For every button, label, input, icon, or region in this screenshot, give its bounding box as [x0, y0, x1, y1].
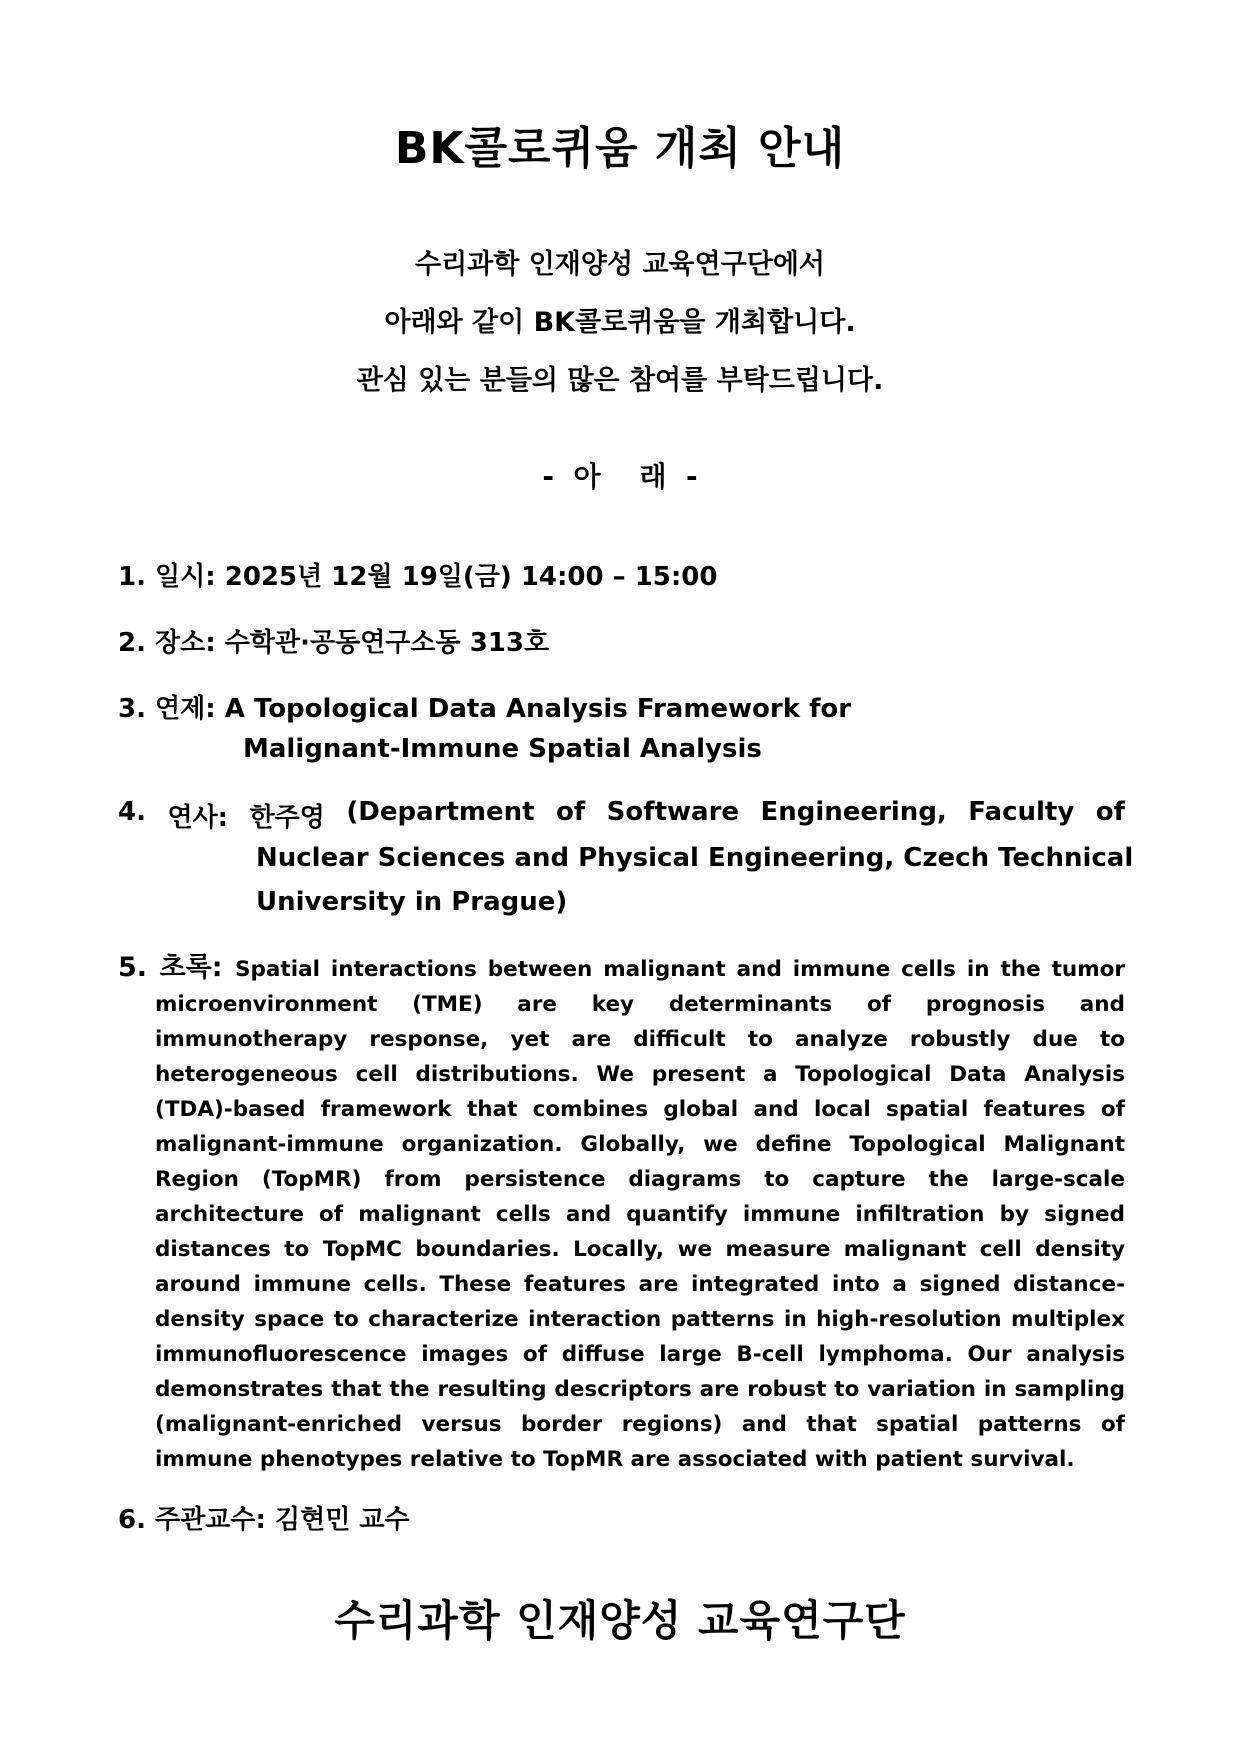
affiliation-word: Engineering, [760, 797, 947, 827]
host-value: 김현민 교수 [274, 1505, 410, 1535]
item-label: 연제: [155, 694, 216, 724]
affiliation-word: Faculty [968, 797, 1075, 827]
notice-title: BK콜로퀴움 개최 안내 [394, 123, 846, 174]
item-venue [118, 622, 549, 659]
abstract-first-line [118, 950, 1125, 987]
venue-value: 수학관·공동연구소동 313호 [224, 628, 550, 658]
item-datetime [118, 556, 717, 593]
abstract-block [118, 950, 1125, 1477]
item-number: 2. [118, 628, 146, 658]
item-number: 5. [118, 952, 148, 983]
item-label: 주관교수: [155, 1505, 266, 1535]
topic-line-1: A Topological Data Analysis Framework for [224, 694, 852, 724]
note-header: - 아 래 - [542, 460, 698, 493]
intro-paragraph [0, 236, 1240, 410]
intro-line: 수리과학 인재양성 교육연구단에서 [414, 249, 826, 280]
affiliation-line-3: University in Prague) [256, 887, 568, 917]
intro-line: 아래와 같이 BK콜로퀴움을 개최합니다. [384, 307, 856, 338]
abstract-text-body: microenvironment (TME) are key determinants of prognosis and immunotherapy response, yet are difficult to analyze robustly due to heterogeneous cell distributions. We present a Topological Data Analysis (TDA)-based framework that combines global and local spatial features of malignant-immune organization. Globally, we define Topological Malignant Region (TopMR) from persistence diagrams to capture the large-scale architecture of malignant cells and quantify immune infiltration by signed distances to TopMC boundaries. Locally, we measure malignant cell density around immune cells. These features are integrated into a signed distance-density space to characterize interaction patterns in high-resolution multiplex immunofluorescence images of diffuse large B-cell lymphoma. Our analysis demonstrates that the resulting descriptors are robust to variation in sampling (malignant-enriched versus border regions) and that spatial patterns of immune phenotypes relative to TopMR are associated with patient survival. [155, 992, 1125, 1472]
speaker-first-line [118, 797, 1125, 834]
item-speaker [118, 797, 1134, 917]
affiliation-word: (Department [346, 797, 535, 827]
item-label: 연사: [167, 803, 229, 833]
speaker-name: 한주영 [249, 803, 325, 833]
affiliation-word: of [556, 797, 586, 827]
topic-line-2: Malignant-Immune Spatial Analysis [243, 734, 762, 764]
item-label: 장소: [155, 628, 216, 658]
item-number: 6. [118, 1505, 146, 1535]
item-host [118, 1499, 410, 1536]
item-label: 일시: [155, 562, 216, 592]
intro-line: 관심 있는 분들의 많은 참여를 부탁드립니다. [356, 365, 884, 396]
affiliation-line-2: Nuclear Sciences and Physical Engineering, Czech Technical [256, 843, 1134, 873]
affiliation-word: Software [606, 797, 740, 827]
item-number: 3. [118, 694, 146, 724]
organization-footer: 수리과학 인재양성 교육연구단 [334, 1596, 906, 1645]
item-label: 초록: [159, 952, 223, 983]
affiliation-word: of [1095, 797, 1125, 827]
abstract-text-first: Spatial interactions between malignant and immune cells in the tumor [235, 957, 1125, 982]
item-number: 1. [118, 562, 146, 592]
datetime-value: 2025년 12월 19일(금) 14:00 – 15:00 [224, 562, 718, 592]
item-topic [118, 688, 852, 764]
item-number: 4. [118, 797, 146, 827]
